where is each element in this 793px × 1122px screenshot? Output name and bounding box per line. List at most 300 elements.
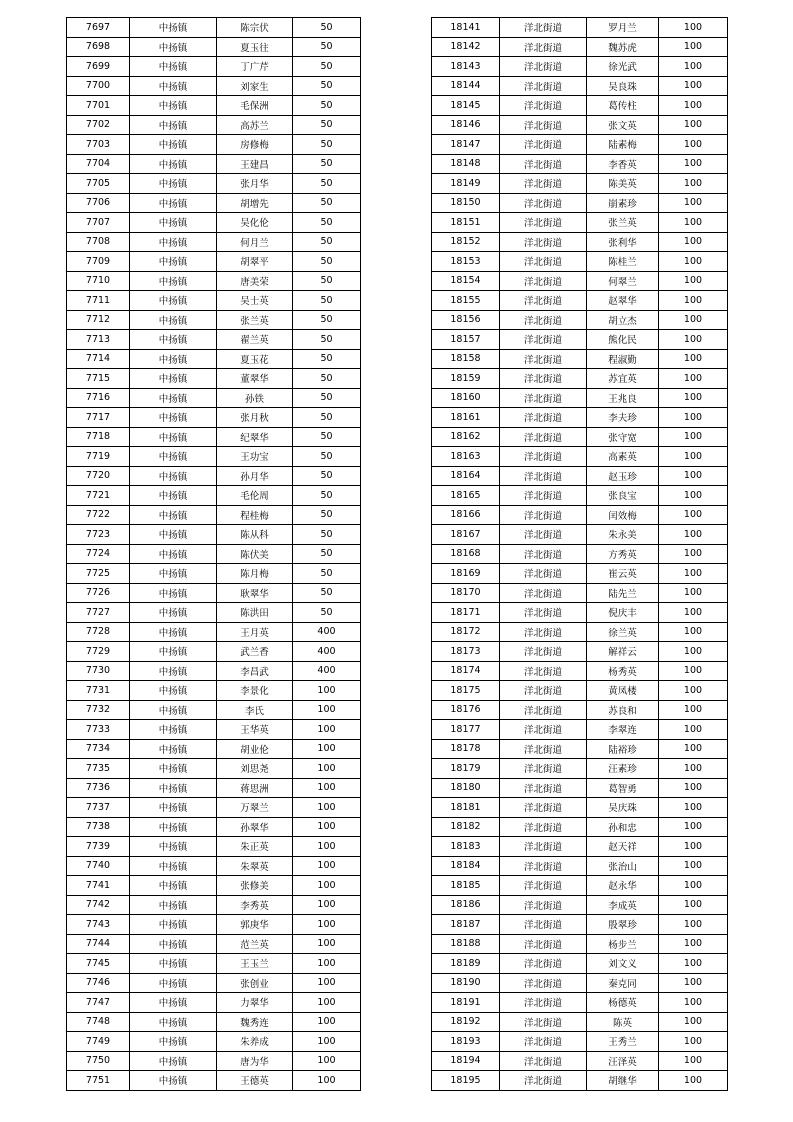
amount-cell: 100 [659, 96, 728, 116]
serial-number-cell: 7742 [67, 895, 130, 915]
township-cell: 洋北街道 [500, 486, 587, 506]
township-cell: 中扬镇 [130, 603, 217, 623]
table-row [432, 291, 728, 311]
name-cell: 郭庚华 [217, 915, 293, 935]
table-row [67, 408, 361, 428]
name-cell: 赵玉珍 [587, 466, 659, 486]
serial-number-cell: 7714 [67, 349, 130, 369]
serial-number-cell: 7718 [67, 427, 130, 447]
name-cell: 张月华 [217, 174, 293, 194]
table-row [432, 18, 728, 38]
table-row [432, 876, 728, 896]
serial-number-cell: 7730 [67, 661, 130, 681]
table-row [432, 135, 728, 155]
name-cell: 武兰香 [217, 642, 293, 662]
township-cell: 中扬镇 [130, 408, 217, 428]
amount-cell: 100 [659, 330, 728, 350]
name-cell: 陆素梅 [587, 135, 659, 155]
name-cell: 苏良和 [587, 700, 659, 720]
serial-number-cell: 7703 [67, 135, 130, 155]
name-cell: 葛智勇 [587, 778, 659, 798]
township-cell: 洋北街道 [500, 876, 587, 896]
serial-number-cell: 7699 [67, 57, 130, 77]
township-cell: 中扬镇 [130, 954, 217, 974]
name-cell: 王功宝 [217, 447, 293, 467]
table-row [67, 564, 361, 584]
amount-cell: 50 [293, 37, 361, 57]
amount-cell: 50 [293, 505, 361, 525]
table-row [432, 115, 728, 135]
table-row [67, 661, 361, 681]
name-cell: 方秀英 [587, 544, 659, 564]
amount-cell: 100 [659, 193, 728, 213]
left-roster-body [67, 18, 361, 1091]
table-row [67, 174, 361, 194]
township-cell: 洋北街道 [500, 642, 587, 662]
township-cell: 洋北街道 [500, 271, 587, 291]
name-cell: 陆先兰 [587, 583, 659, 603]
township-cell: 中扬镇 [130, 642, 217, 662]
name-cell: 王秀兰 [587, 1032, 659, 1052]
serial-number-cell: 7721 [67, 486, 130, 506]
township-cell: 中扬镇 [130, 934, 217, 954]
amount-cell: 50 [293, 349, 361, 369]
serial-number-cell: 18148 [432, 154, 500, 174]
name-cell: 秦克同 [587, 973, 659, 993]
serial-number-cell: 7747 [67, 993, 130, 1013]
table-row [432, 642, 728, 662]
township-cell: 洋北街道 [500, 895, 587, 915]
table-row [432, 837, 728, 857]
amount-cell: 100 [659, 856, 728, 876]
serial-number-cell: 18177 [432, 720, 500, 740]
township-cell: 洋北街道 [500, 37, 587, 57]
amount-cell: 100 [659, 466, 728, 486]
serial-number-cell: 18157 [432, 330, 500, 350]
amount-cell: 100 [293, 954, 361, 974]
serial-number-cell: 7711 [67, 291, 130, 311]
amount-cell: 100 [293, 798, 361, 818]
amount-cell: 50 [293, 486, 361, 506]
township-cell: 中扬镇 [130, 135, 217, 155]
amount-cell: 100 [293, 700, 361, 720]
name-cell: 力翠华 [217, 993, 293, 1013]
table-row [432, 310, 728, 330]
name-cell: 毛保洲 [217, 96, 293, 116]
serial-number-cell: 18176 [432, 700, 500, 720]
serial-number-cell: 7738 [67, 817, 130, 837]
table-row [67, 76, 361, 96]
table-row [67, 817, 361, 837]
serial-number-cell: 18183 [432, 837, 500, 857]
table-row [67, 505, 361, 525]
table-row [432, 174, 728, 194]
township-cell: 洋北街道 [500, 739, 587, 759]
name-cell: 房修梅 [217, 135, 293, 155]
table-row [67, 544, 361, 564]
amount-cell: 100 [659, 564, 728, 584]
name-cell: 程桂梅 [217, 505, 293, 525]
amount-cell: 100 [293, 934, 361, 954]
table-row [67, 349, 361, 369]
table-row [67, 973, 361, 993]
amount-cell: 100 [659, 681, 728, 701]
name-cell: 朱翠英 [217, 856, 293, 876]
name-cell: 陆裕珍 [587, 739, 659, 759]
township-cell: 中扬镇 [130, 915, 217, 935]
serial-number-cell: 18146 [432, 115, 500, 135]
township-cell: 中扬镇 [130, 544, 217, 564]
amount-cell: 100 [659, 525, 728, 545]
serial-number-cell: 7740 [67, 856, 130, 876]
amount-cell: 100 [293, 837, 361, 857]
serial-number-cell: 18189 [432, 954, 500, 974]
amount-cell: 100 [659, 661, 728, 681]
township-cell: 中扬镇 [130, 447, 217, 467]
name-cell: 唐为华 [217, 1051, 293, 1071]
serial-number-cell: 7705 [67, 174, 130, 194]
name-cell: 黄凤楼 [587, 681, 659, 701]
serial-number-cell: 7745 [67, 954, 130, 974]
table-row [432, 76, 728, 96]
table-row [67, 895, 361, 915]
serial-number-cell: 18162 [432, 427, 500, 447]
amount-cell: 100 [659, 759, 728, 779]
amount-cell: 100 [659, 388, 728, 408]
table-row [67, 466, 361, 486]
right-roster-table [431, 17, 728, 1091]
name-cell: 陈宗伏 [217, 18, 293, 38]
amount-cell: 100 [659, 973, 728, 993]
table-row [67, 447, 361, 467]
amount-cell: 100 [293, 973, 361, 993]
table-row [432, 720, 728, 740]
name-cell: 李秀英 [217, 895, 293, 915]
township-cell: 洋北街道 [500, 661, 587, 681]
serial-number-cell: 7744 [67, 934, 130, 954]
name-cell: 王月英 [217, 622, 293, 642]
name-cell: 李成英 [587, 895, 659, 915]
table-row [67, 934, 361, 954]
table-row [432, 1071, 728, 1091]
township-cell: 中扬镇 [130, 291, 217, 311]
amount-cell: 400 [293, 622, 361, 642]
name-cell: 胡继华 [587, 1071, 659, 1091]
township-cell: 中扬镇 [130, 505, 217, 525]
serial-number-cell: 18174 [432, 661, 500, 681]
serial-number-cell: 18143 [432, 57, 500, 77]
serial-number-cell: 7701 [67, 96, 130, 116]
amount-cell: 100 [293, 778, 361, 798]
table-row [432, 408, 728, 428]
amount-cell: 50 [293, 525, 361, 545]
name-cell: 吴士英 [217, 291, 293, 311]
amount-cell: 100 [659, 622, 728, 642]
amount-cell: 100 [659, 993, 728, 1013]
amount-cell: 100 [659, 1032, 728, 1052]
township-cell: 中扬镇 [130, 681, 217, 701]
serial-number-cell: 18172 [432, 622, 500, 642]
amount-cell: 100 [659, 18, 728, 38]
township-cell: 中扬镇 [130, 1051, 217, 1071]
serial-number-cell: 18152 [432, 232, 500, 252]
township-cell: 洋北街道 [500, 154, 587, 174]
serial-number-cell: 18167 [432, 525, 500, 545]
township-cell: 洋北街道 [500, 505, 587, 525]
serial-number-cell: 7731 [67, 681, 130, 701]
serial-number-cell: 7737 [67, 798, 130, 818]
name-cell: 赵天祥 [587, 837, 659, 857]
township-cell: 洋北街道 [500, 525, 587, 545]
table-row [432, 817, 728, 837]
township-cell: 洋北街道 [500, 57, 587, 77]
name-cell: 张良宝 [587, 486, 659, 506]
name-cell: 王德英 [217, 1071, 293, 1091]
serial-number-cell: 18188 [432, 934, 500, 954]
name-cell: 闰效梅 [587, 505, 659, 525]
table-row [432, 583, 728, 603]
table-row [432, 915, 728, 935]
amount-cell: 100 [659, 798, 728, 818]
township-cell: 洋北街道 [500, 388, 587, 408]
amount-cell: 100 [659, 505, 728, 525]
township-cell: 洋北街道 [500, 135, 587, 155]
amount-cell: 50 [293, 96, 361, 116]
township-cell: 洋北街道 [500, 349, 587, 369]
township-cell: 洋北街道 [500, 291, 587, 311]
table-row [432, 369, 728, 389]
township-cell: 中扬镇 [130, 96, 217, 116]
amount-cell: 100 [659, 603, 728, 623]
serial-number-cell: 18181 [432, 798, 500, 818]
name-cell: 何翠兰 [587, 271, 659, 291]
township-cell: 洋北街道 [500, 1032, 587, 1052]
serial-number-cell: 7723 [67, 525, 130, 545]
amount-cell: 100 [659, 583, 728, 603]
serial-number-cell: 7704 [67, 154, 130, 174]
township-cell: 洋北街道 [500, 76, 587, 96]
amount-cell: 100 [659, 447, 728, 467]
township-cell: 中扬镇 [130, 525, 217, 545]
table-row [432, 739, 728, 759]
serial-number-cell: 7729 [67, 642, 130, 662]
table-row [67, 330, 361, 350]
table-row [432, 544, 728, 564]
township-cell: 中扬镇 [130, 837, 217, 857]
amount-cell: 50 [293, 213, 361, 233]
amount-cell: 100 [293, 681, 361, 701]
table-row [67, 778, 361, 798]
table-row [67, 1032, 361, 1052]
table-row [432, 349, 728, 369]
table-row [67, 115, 361, 135]
serial-number-cell: 7715 [67, 369, 130, 389]
name-cell: 胡翠平 [217, 252, 293, 272]
table-row [432, 232, 728, 252]
name-cell: 李翠连 [587, 720, 659, 740]
name-cell: 崩素珍 [587, 193, 659, 213]
serial-number-cell: 18193 [432, 1032, 500, 1052]
name-cell: 杨步兰 [587, 934, 659, 954]
serial-number-cell: 7750 [67, 1051, 130, 1071]
serial-number-cell: 18144 [432, 76, 500, 96]
township-cell: 中扬镇 [130, 1071, 217, 1091]
serial-number-cell: 18160 [432, 388, 500, 408]
serial-number-cell: 18159 [432, 369, 500, 389]
table-row [432, 895, 728, 915]
name-cell: 胡业伦 [217, 739, 293, 759]
amount-cell: 50 [293, 291, 361, 311]
amount-cell: 100 [659, 642, 728, 662]
name-cell: 李夫珍 [587, 408, 659, 428]
serial-number-cell: 7700 [67, 76, 130, 96]
name-cell: 孙和忠 [587, 817, 659, 837]
table-row [432, 252, 728, 272]
table-row [67, 96, 361, 116]
amount-cell: 400 [293, 661, 361, 681]
name-cell: 张利华 [587, 232, 659, 252]
serial-number-cell: 7725 [67, 564, 130, 584]
amount-cell: 100 [659, 915, 728, 935]
name-cell: 蒋思洲 [217, 778, 293, 798]
name-cell: 魏苏虎 [587, 37, 659, 57]
township-cell: 中扬镇 [130, 213, 217, 233]
table-row [67, 388, 361, 408]
serial-number-cell: 18194 [432, 1051, 500, 1071]
township-cell: 洋北街道 [500, 174, 587, 194]
name-cell: 王华英 [217, 720, 293, 740]
serial-number-cell: 18145 [432, 96, 500, 116]
township-cell: 洋北街道 [500, 837, 587, 857]
table-row [432, 993, 728, 1013]
township-cell: 中扬镇 [130, 154, 217, 174]
amount-cell: 50 [293, 76, 361, 96]
township-cell: 中扬镇 [130, 349, 217, 369]
name-cell: 万翠兰 [217, 798, 293, 818]
table-row [67, 1012, 361, 1032]
serial-number-cell: 18184 [432, 856, 500, 876]
serial-number-cell: 18153 [432, 252, 500, 272]
name-cell: 吴化伦 [217, 213, 293, 233]
name-cell: 张兰英 [587, 213, 659, 233]
serial-number-cell: 7710 [67, 271, 130, 291]
amount-cell: 400 [293, 642, 361, 662]
table-row [67, 252, 361, 272]
amount-cell: 100 [659, 174, 728, 194]
amount-cell: 100 [293, 895, 361, 915]
township-cell: 中扬镇 [130, 564, 217, 584]
name-cell: 范兰英 [217, 934, 293, 954]
township-cell: 中扬镇 [130, 1032, 217, 1052]
amount-cell: 100 [659, 1012, 728, 1032]
table-row [67, 798, 361, 818]
township-cell: 中扬镇 [130, 427, 217, 447]
amount-cell: 100 [659, 954, 728, 974]
table-row [432, 856, 728, 876]
township-cell: 洋北街道 [500, 583, 587, 603]
serial-number-cell: 18165 [432, 486, 500, 506]
township-cell: 中扬镇 [130, 739, 217, 759]
township-cell: 中扬镇 [130, 798, 217, 818]
serial-number-cell: 18182 [432, 817, 500, 837]
township-cell: 洋北街道 [500, 954, 587, 974]
table-row [67, 57, 361, 77]
name-cell: 刘文义 [587, 954, 659, 974]
amount-cell: 100 [659, 427, 728, 447]
amount-cell: 100 [659, 291, 728, 311]
amount-cell: 100 [659, 232, 728, 252]
table-row [67, 369, 361, 389]
amount-cell: 100 [659, 817, 728, 837]
table-row [67, 856, 361, 876]
name-cell: 陈月梅 [217, 564, 293, 584]
table-row [432, 271, 728, 291]
township-cell: 中扬镇 [130, 18, 217, 38]
table-row [67, 720, 361, 740]
table-row [67, 876, 361, 896]
amount-cell: 50 [293, 603, 361, 623]
serial-number-cell: 7702 [67, 115, 130, 135]
table-row [67, 291, 361, 311]
table-row [67, 681, 361, 701]
amount-cell: 100 [659, 700, 728, 720]
serial-number-cell: 18168 [432, 544, 500, 564]
township-cell: 洋北街道 [500, 369, 587, 389]
table-row [432, 622, 728, 642]
serial-number-cell: 18169 [432, 564, 500, 584]
township-cell: 洋北街道 [500, 115, 587, 135]
name-cell: 陈英 [587, 1012, 659, 1032]
table-row [67, 271, 361, 291]
serial-number-cell: 7734 [67, 739, 130, 759]
name-cell: 丁广芹 [217, 57, 293, 77]
township-cell: 中扬镇 [130, 369, 217, 389]
serial-number-cell: 7746 [67, 973, 130, 993]
amount-cell: 100 [293, 993, 361, 1013]
serial-number-cell: 7698 [67, 37, 130, 57]
name-cell: 孙铁 [217, 388, 293, 408]
amount-cell: 50 [293, 154, 361, 174]
table-row [67, 135, 361, 155]
name-cell: 高素英 [587, 447, 659, 467]
serial-number-cell: 18156 [432, 310, 500, 330]
serial-number-cell: 18151 [432, 213, 500, 233]
table-row [432, 1032, 728, 1052]
serial-number-cell: 7713 [67, 330, 130, 350]
table-row [432, 778, 728, 798]
township-cell: 中扬镇 [130, 817, 217, 837]
amount-cell: 50 [293, 564, 361, 584]
name-cell: 胡增先 [217, 193, 293, 213]
serial-number-cell: 18191 [432, 993, 500, 1013]
township-cell: 洋北街道 [500, 973, 587, 993]
serial-number-cell: 18141 [432, 18, 500, 38]
name-cell: 夏玉花 [217, 349, 293, 369]
table-row [432, 96, 728, 116]
table-row [432, 193, 728, 213]
amount-cell: 100 [659, 349, 728, 369]
amount-cell: 100 [293, 876, 361, 896]
township-cell: 中扬镇 [130, 252, 217, 272]
township-cell: 中扬镇 [130, 720, 217, 740]
name-cell: 王兆良 [587, 388, 659, 408]
amount-cell: 50 [293, 232, 361, 252]
amount-cell: 50 [293, 388, 361, 408]
amount-cell: 50 [293, 18, 361, 38]
table-row [432, 525, 728, 545]
serial-number-cell: 7735 [67, 759, 130, 779]
serial-number-cell: 18158 [432, 349, 500, 369]
